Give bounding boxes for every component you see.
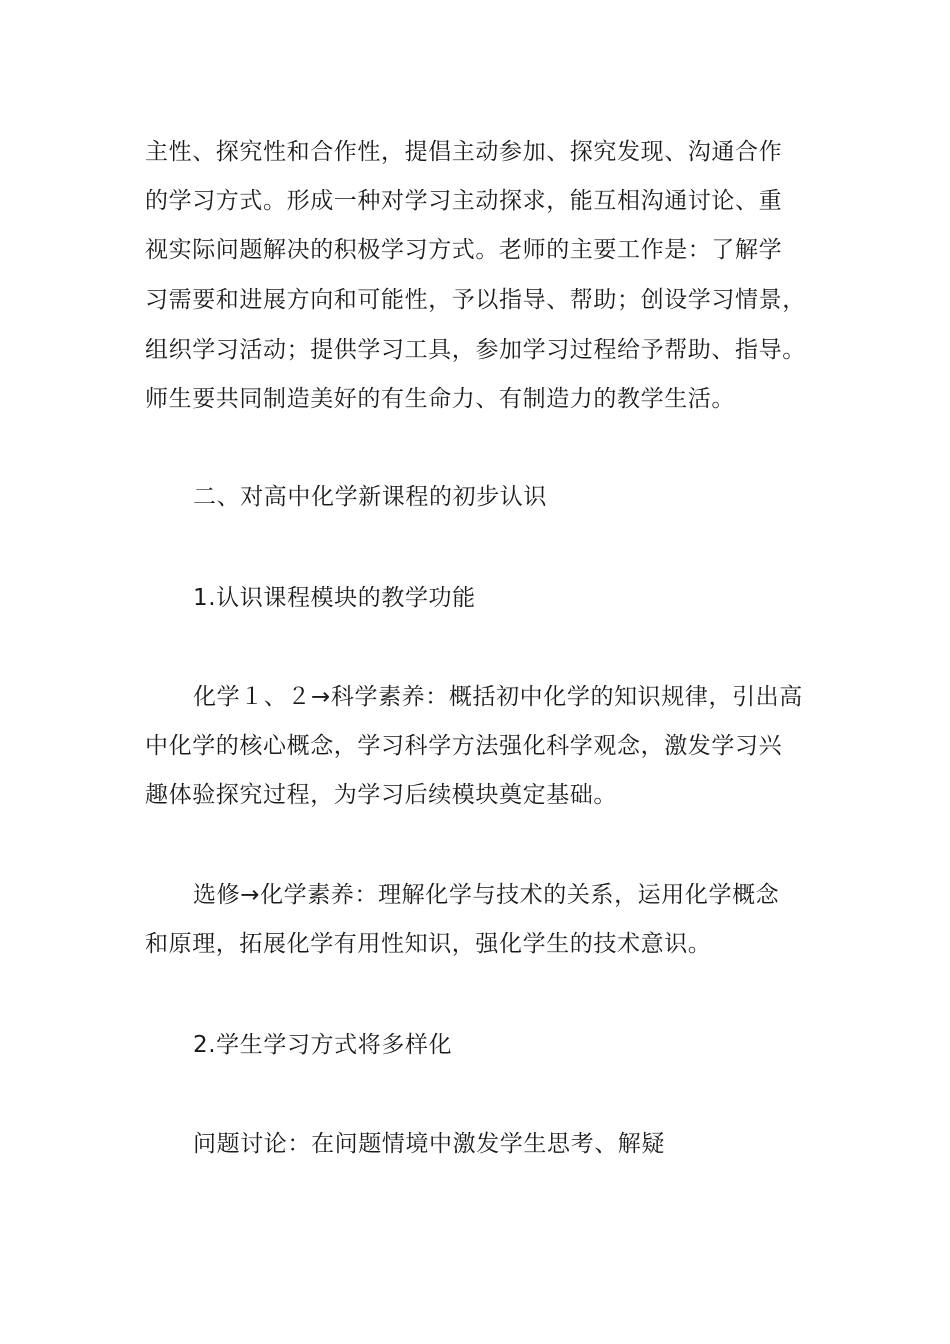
section-heading: 二、对高中化学新课程的初步认识 bbox=[193, 484, 547, 510]
subsection-heading: 2.学生学习方式将多样化 bbox=[193, 1032, 453, 1058]
paragraph-line: 组织学习活动；提供学习工具，参加学习过程给予帮助、指导。 bbox=[145, 337, 806, 363]
paragraph-line: 的学习方式。形成一种对学习主动探求，能互相沟通讨论、重 bbox=[145, 188, 783, 214]
paragraph-line: 选修→化学素养：理解化学与技术的关系，运用化学概念 bbox=[193, 882, 780, 908]
paragraph-line: 视实际问题解决的积极学习方式。老师的主要工作是：了解学 bbox=[145, 237, 783, 263]
paragraph-line: 主性、探究性和合作性，提倡主动参加、探究发现、沟通合作 bbox=[145, 139, 783, 165]
paragraph-line: 趣体验探究过程，为学习后续模块奠定基础。 bbox=[145, 782, 617, 808]
paragraph-line: 中化学的核心概念，学习科学方法强化科学观念，激发学习兴 bbox=[145, 733, 783, 759]
paragraph-line: 习需要和进展方向和可能性，予以指导、帮助；创设学习情景， bbox=[145, 287, 806, 313]
paragraph-line: 问题讨论：在问题情境中激发学生思考、解疑 bbox=[193, 1131, 665, 1157]
subsection-heading: 1.认识课程模块的教学功能 bbox=[193, 585, 476, 611]
paragraph-line: 化学１、２→科学素养：概括初中化学的知识规律，引出高 bbox=[193, 684, 803, 710]
paragraph-line: 和原理，拓展化学有用性知识，强化学生的技术意识。 bbox=[145, 931, 712, 957]
paragraph-line: 师生要共同制造美好的有生命力、有制造力的教学生活。 bbox=[145, 386, 735, 412]
